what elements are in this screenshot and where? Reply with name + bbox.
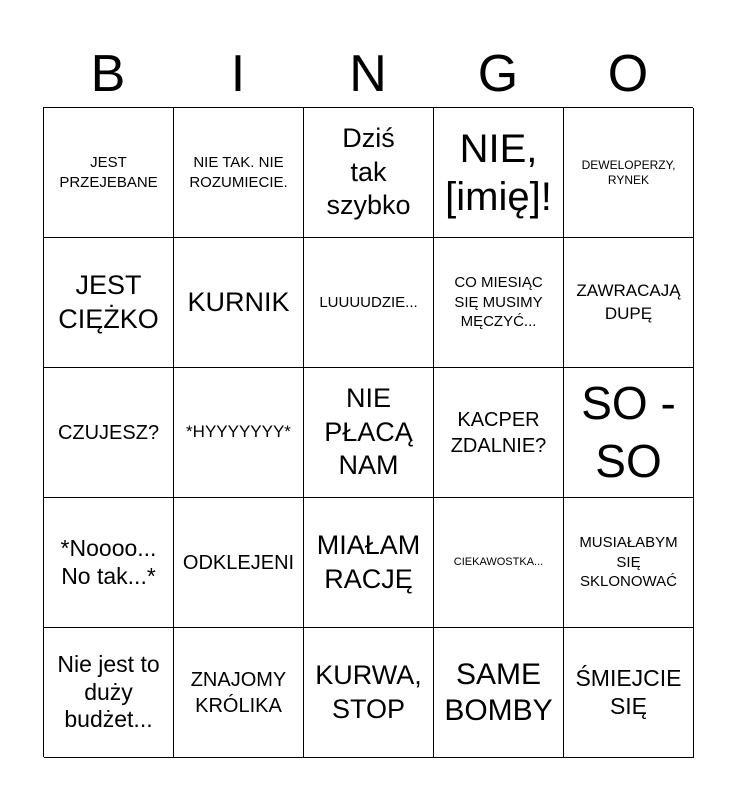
cell-text: *Noooo... No tak...* (60, 534, 157, 589)
cell-text: MIAŁAM RACJĘ (316, 529, 421, 594)
header-letter-g: G (477, 45, 519, 103)
header-letter-b: B (90, 45, 126, 103)
bingo-cell[interactable] (304, 368, 434, 498)
bingo-cell[interactable] (174, 368, 304, 498)
bingo-cell[interactable] (304, 628, 434, 758)
cell-text: SAME BOMBY (444, 657, 553, 727)
cell-text: KURWA, STOP (315, 659, 422, 724)
bingo-cell[interactable] (44, 498, 174, 628)
cell-text: LUUUUDZIE... (319, 293, 418, 311)
bingo-cell[interactable] (174, 498, 304, 628)
cell-text: MUSIAŁABYM SIĘ SKLONOWAĆ (579, 534, 678, 591)
cell-text: ZAWRACAJĄ DUPĘ (576, 281, 681, 323)
bingo-cell[interactable] (434, 238, 564, 368)
bingo-cell[interactable] (564, 498, 694, 628)
bingo-cell[interactable] (434, 108, 564, 238)
bingo-cell[interactable] (564, 628, 694, 758)
header-letter-o: O (607, 45, 649, 103)
bingo-cell[interactable] (44, 108, 174, 238)
bingo-cell[interactable] (44, 238, 174, 368)
cell-text: *HYYYYYYY* (186, 422, 291, 442)
bingo-cell[interactable] (304, 498, 434, 628)
bingo-cell[interactable] (174, 628, 304, 758)
cell-text: NIE TAK. NIE ROZUMIECIE. (189, 154, 288, 191)
cell-text: ŚMIEJCIE SIĘ (575, 664, 682, 719)
bingo-cell[interactable] (44, 368, 174, 498)
cell-text: ZNAJOMY KRÓLIKA (190, 668, 287, 717)
bingo-cell[interactable] (434, 368, 564, 498)
header-letter-n: N (349, 45, 387, 103)
bingo-cell[interactable] (564, 238, 694, 368)
bingo-cell[interactable] (304, 238, 434, 368)
bingo-cell[interactable] (174, 108, 304, 238)
bingo-cell[interactable] (434, 498, 564, 628)
bingo-cell[interactable] (44, 628, 174, 758)
bingo-cell[interactable] (304, 108, 434, 238)
cell-text: SO - SO (581, 377, 676, 487)
cell-text: NIE PŁACĄ NAM (324, 382, 413, 481)
cell-text: NIE, [imię]! (445, 126, 552, 219)
cell-text: CIEKAWOSTKA... (453, 555, 544, 568)
cell-text: Nie jest to duży budżet... (57, 651, 160, 733)
bingo-board (43, 107, 693, 757)
cell-text: KURNIK (187, 286, 290, 317)
cell-text: CZUJESZ? (57, 421, 160, 444)
bingo-cell[interactable] (174, 238, 304, 368)
cell-text: CO MIESIĄC SIĘ MUSIMY MĘCZYĆ... (454, 274, 543, 331)
cell-text: KACPER ZDALNIE? (450, 408, 547, 457)
cell-text: JEST PRZEJEBANE (59, 154, 158, 191)
bingo-header (43, 40, 693, 108)
bingo-cell[interactable] (564, 108, 694, 238)
cell-text: ODKLEJENI (182, 551, 295, 574)
cell-text: DEWELOPERZY, RYNEK (581, 157, 676, 187)
bingo-cell[interactable] (434, 628, 564, 758)
header-letter-i: I (230, 45, 246, 103)
bingo-cell[interactable] (564, 368, 694, 498)
cell-text: Dziś tak szybko (326, 122, 411, 221)
cell-text: JEST CIĘŻKO (58, 269, 159, 334)
